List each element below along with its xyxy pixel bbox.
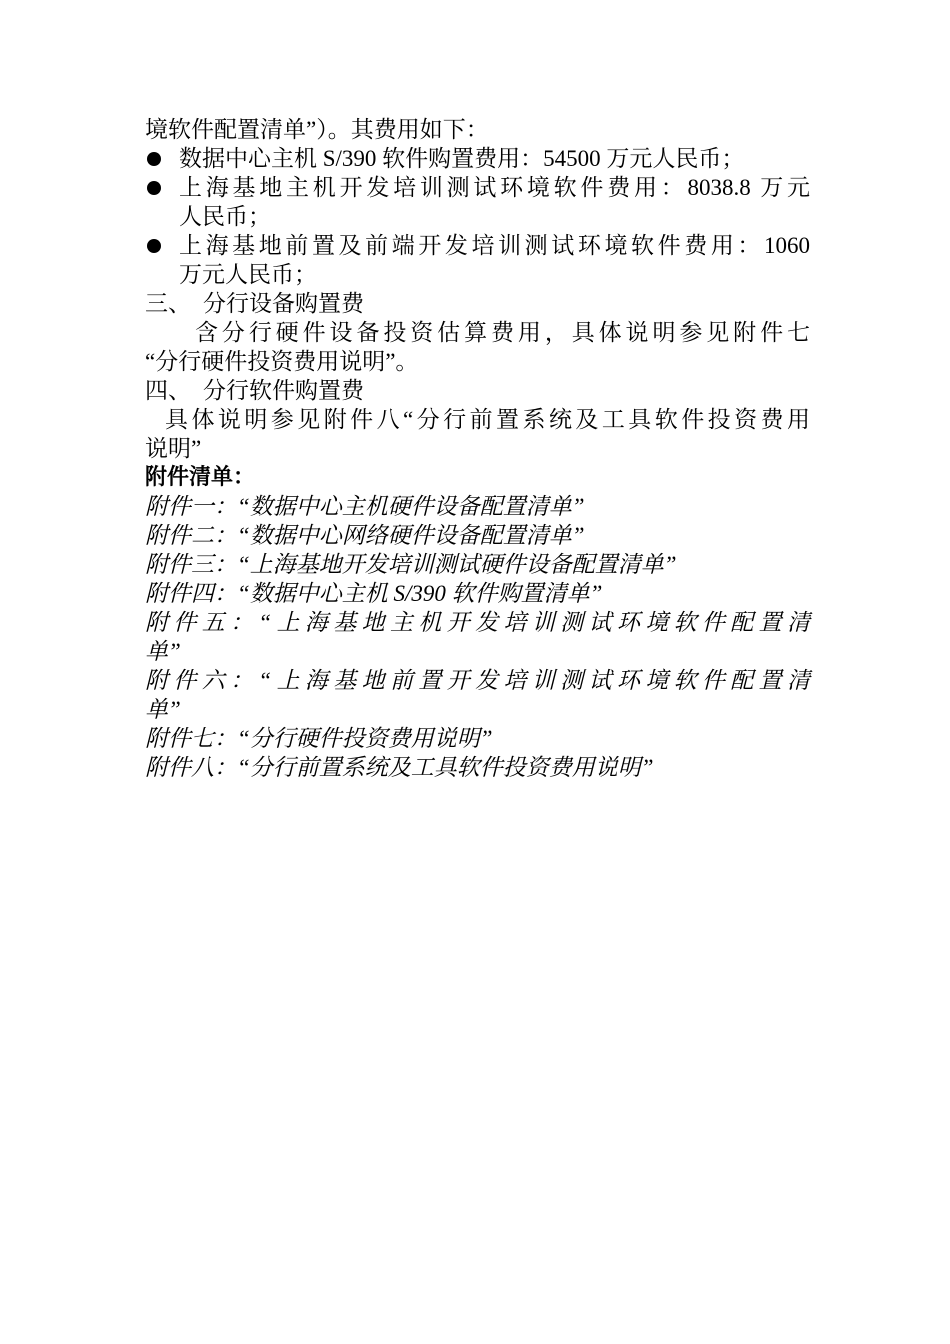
bullet-dot-icon — [147, 239, 161, 253]
attachment-item: 附件三：“上海基地开发培训测试硬件设备配置清单” — [145, 552, 677, 577]
section-number: 四、 — [145, 378, 191, 403]
section-number: 三、 — [145, 291, 191, 316]
attachments-list — [145, 492, 810, 782]
section-4-paragraph-cont: 说明” — [145, 436, 202, 461]
attachment-item: 附件七：“分行硬件投资费用说明” — [145, 726, 493, 751]
section-3-heading — [145, 289, 810, 318]
bullet-text: 上海基地主机开发培训测试环境软件费用：8038.8 万元 — [179, 175, 810, 200]
intro-line: 境软件配置清单”）。其费用如下： — [145, 117, 489, 142]
bullet-text-cont: 万元人民币； — [179, 262, 317, 287]
bullet-dot-icon — [147, 152, 161, 166]
bullet-text: 上海基地前置及前端开发培训测试环境软件费用：1060 — [179, 233, 810, 258]
bullet-text-cont: 人民币； — [179, 204, 271, 229]
bullet-item-2 — [145, 173, 810, 231]
bullet-item-3 — [145, 231, 810, 289]
section-title: 分行软件购置费 — [203, 378, 364, 403]
section-title: 分行设备购置费 — [203, 291, 364, 316]
section-3-paragraph: 含分行硬件设备投资估算费用，具体说明参见附件七 — [195, 320, 810, 345]
document-page — [145, 115, 810, 782]
attachment-item-cont: 单” — [145, 639, 181, 664]
attachment-item: 附件五：“上海基地主机开发培训测试环境软件配置清 — [145, 610, 810, 635]
attachments-title: 附件清单： — [145, 465, 256, 490]
attachment-item: 附件八：“分行前置系统及工具软件投资费用说明” — [145, 755, 654, 780]
attachment-item: 附件四：“数据中心主机 S/390 软件购置清单” — [145, 581, 603, 606]
section-4-paragraph: 具体说明参见附件八“分行前置系统及工具软件投资费用 — [165, 407, 810, 432]
section-3-paragraph-cont: “分行硬件投资费用说明”。 — [145, 349, 419, 374]
attachment-item: 附件一：“数据中心主机硬件设备配置清单” — [145, 494, 585, 519]
attachment-item: 附件二：“数据中心网络硬件设备配置清单” — [145, 523, 585, 548]
bullet-text: 数据中心主机 S/390 软件购置费用：54500 万元人民币； — [179, 146, 745, 171]
bullet-dot-icon — [147, 181, 161, 195]
section-4-heading — [145, 376, 810, 405]
bullet-item-1 — [145, 144, 810, 173]
attachment-item-cont: 单” — [145, 697, 181, 722]
attachment-item: 附件六：“上海基地前置开发培训测试环境软件配置清 — [145, 668, 810, 693]
